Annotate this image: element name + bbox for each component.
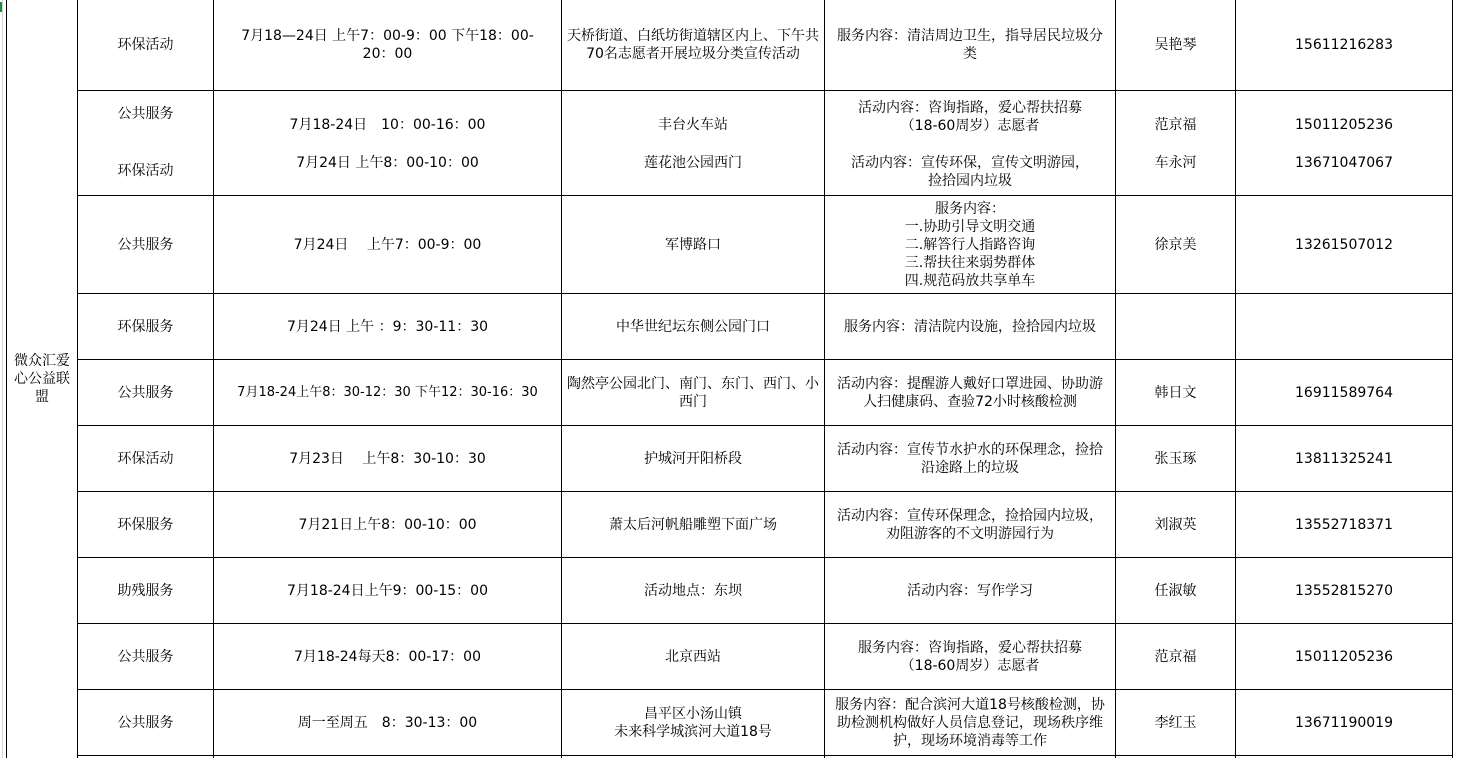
place-line: 昌平区小汤山镇 [644,705,742,722]
cell-text: 公共服务 [117,384,174,401]
table-cell-phone[interactable] [1236,426,1452,491]
cell-text: 护城河开阳桥段 [644,450,742,467]
cell-text: 徐京美 [1154,236,1197,253]
cell-text: 7月18-24日上午9：00-15：00 [287,582,488,599]
cell-text: 13671190019 [1295,714,1393,731]
table-cell-time[interactable] [214,690,561,755]
table-cell-type[interactable] [78,624,213,689]
cell-text: 活动内容：宣传节水护水的环保理念，捡拾沿途路上的垃圾 [837,441,1103,476]
cell-text: 7月24日 上午8：00-10：00 [296,155,479,171]
table-cell-type[interactable] [78,558,213,623]
table-cell-type[interactable] [78,294,213,359]
table-cell-type[interactable] [78,0,213,90]
grid-edge-line [2,0,3,758]
cell-text: 公共服务 [117,714,174,731]
content-line: 四.规范码放共享单车 [904,272,1036,289]
table-cell-place[interactable] [562,624,824,689]
table-cell-content[interactable] [825,558,1115,623]
cell-text: 天桥街道、白纸坊街道辖区内上、下午共70名志愿者开展垃圾分类宣传活动 [567,28,819,62]
table-cell-phone[interactable] [1236,690,1452,755]
content-line: 服务内容： [935,200,1005,217]
table-cell-contact[interactable] [1116,492,1235,557]
table-cell-phone[interactable] [1236,624,1452,689]
cell-text: 环保服务 [117,318,174,335]
table-cell-content[interactable] [825,95,1115,139]
cell-text: 16911589764 [1295,384,1393,401]
table-cell-place[interactable] [562,111,824,139]
table-cell-phone[interactable] [1236,294,1452,359]
cell-text: 环保服务 [117,516,174,533]
cell-text: 13552718371 [1295,516,1393,533]
table-cell-phone[interactable] [1236,111,1452,139]
cell-text: 韩日文 [1154,384,1197,401]
table-cell-content[interactable] [825,492,1115,557]
cell-text: 服务内容：配合滨河大道18号核酸检测，协助检测机构做好人员信息登记，现场秩序维护，现场环境消毒等工作 [835,696,1105,749]
table-cell-contact[interactable] [1116,690,1235,755]
content-line: 三.帮扶往来弱势群体 [904,254,1036,271]
table-cell-type[interactable] [78,157,213,185]
cell-text: 活动地点：东坝 [644,582,742,599]
cell-text: 公共服务 [117,236,174,253]
cell-text: 助残服务 [117,582,174,599]
table-cell-time[interactable] [214,111,561,139]
cell-text: 15011205236 [1295,648,1393,665]
cell-text: 7月21日上午8：00-10：00 [298,516,477,533]
table-cell-place[interactable] [562,149,824,177]
cell-text: 车永河 [1154,155,1197,171]
cell-text: 军博路口 [665,236,721,253]
table-cell-place[interactable] [562,360,824,425]
table-cell-type[interactable] [78,690,213,755]
cell-text: 13552815270 [1295,582,1393,599]
cell-text: 7月23日 上午8：30-10：30 [289,450,486,467]
cell-text: 13811325241 [1295,450,1393,467]
cell-text: 环保活动 [117,163,174,179]
cell-text: 服务内容：咨询指路，爱心帮扶招募（18-60周岁）志愿者 [858,639,1082,674]
table-cell-phone[interactable] [1236,149,1452,177]
table-cell-time[interactable] [214,0,561,90]
row-border [77,90,1453,91]
cell-text: 周一至周五 8：30-13：00 [297,714,478,731]
cell-text: 7月24日 上午7：00-9：00 [293,236,482,253]
table-cell-time[interactable] [214,294,561,359]
table-cell-content[interactable] [825,360,1115,425]
table-cell-phone[interactable] [1236,492,1452,557]
table-cell-place[interactable] [562,0,824,90]
cell-text: 吴艳琴 [1154,37,1197,53]
cell-text: 13671047067 [1295,155,1393,171]
table-cell-content[interactable] [825,624,1115,689]
table-cell-contact[interactable] [1116,294,1235,359]
table-cell-time[interactable] [214,149,561,177]
fill-handle-mark [0,2,2,12]
table-cell-time[interactable] [214,196,561,293]
cell-text: 刘淑英 [1154,516,1197,533]
cell-text: 范京福 [1154,648,1197,665]
table-cell-contact[interactable] [1116,111,1235,139]
cell-text: 7月18—24日 上午7：00-9：00 下午18：00-20：00 [241,28,534,62]
cell-text: 公共服务 [117,106,174,122]
cell-text: 7月18-24日 10：00-16：00 [289,117,486,133]
table-cell-type[interactable] [78,100,213,128]
cell-text: 服务内容：清洁周边卫生，指导居民垃圾分类 [837,28,1103,62]
cell-text: 公共服务 [117,648,174,665]
table-cell-content[interactable] [825,151,1115,193]
organization-cell[interactable] [7,0,77,758]
table-cell-place[interactable] [562,690,824,755]
cell-text: 任淑敏 [1154,582,1197,599]
table-cell-place[interactable] [562,294,824,359]
table-cell-phone[interactable] [1236,196,1452,293]
cell-text: 北京西站 [665,648,721,665]
table-cell-contact[interactable] [1116,360,1235,425]
cell-text: 活动内容：写作学习 [907,582,1033,599]
table-cell-contact[interactable] [1116,196,1235,293]
table-cell-contact[interactable] [1116,624,1235,689]
content-line: 二.解答行人指路咨询 [904,236,1036,253]
table-cell-type[interactable] [78,360,213,425]
row-border [77,755,1453,756]
cell-text: 7月18-24上午8：30-12：30 下午12：30-16：30 [237,384,538,400]
col-border [1452,0,1453,758]
cell-text: 陶然亭公园北门、南门、东门、西门、小西门 [567,375,819,410]
cell-text: 活动内容：宣传环保理念，捡拾园内垃圾，劝阻游客的不文明游园行为 [837,507,1103,542]
cell-text: 张玉琢 [1154,450,1197,467]
cell-text: 服务内容：清洁院内设施，捡拾园内垃圾 [844,318,1096,335]
table-cell-contact[interactable] [1116,149,1235,177]
cell-text: 中华世纪坛东侧公园门口 [616,318,770,335]
table-cell-content[interactable] [825,294,1115,359]
table-cell-contact[interactable] [1116,0,1235,90]
place-line: 未来科学城滨河大道18号 [614,723,772,740]
table-cell-contact[interactable] [1116,558,1235,623]
table-cell-time[interactable] [214,624,561,689]
cell-text: 环保活动 [117,450,174,467]
table-cell-type[interactable] [78,492,213,557]
cell-text: 萧太后河帆船雕塑下面广场 [609,516,777,533]
cell-text: 环保活动 [117,37,174,53]
table-cell-phone[interactable] [1236,0,1452,90]
table-cell-content[interactable] [825,0,1115,90]
cell-text: 莲花池公园西门 [644,155,742,171]
cell-text: 活动内容：宣传环保，宣传文明游园，捡拾园内垃圾 [851,155,1089,189]
content-line: 一.协助引导文明交通 [904,218,1036,235]
cell-text: 活动内容：咨询指路，爱心帮扶招募（18-60周岁）志愿者 [858,100,1082,134]
cell-text: 范京福 [1154,117,1197,133]
table-cell-place[interactable] [562,492,824,557]
table-cell-place[interactable] [562,558,824,623]
table-cell-time[interactable] [214,558,561,623]
cell-text: 13261507012 [1295,236,1393,253]
cell-text: 活动内容：提醒游人戴好口罩进园、协助游人扫健康码、查验72小时核酸检测 [837,375,1103,410]
table-cell-content[interactable] [825,690,1115,755]
table-cell-time[interactable] [214,492,561,557]
table-cell-content[interactable] [825,196,1115,293]
table-cell-type[interactable] [78,196,213,293]
cell-text: 15611216283 [1295,37,1393,53]
table-cell-contact[interactable] [1116,426,1235,491]
table-cell-phone[interactable] [1236,558,1452,623]
table-cell-time[interactable] [214,360,561,425]
table-cell-content[interactable] [825,426,1115,491]
cell-text: 7月24日 上午 ：9：30-11：30 [286,318,489,335]
table-cell-type[interactable] [78,426,213,491]
cell-text: 李红玉 [1154,714,1197,731]
cell-text: 丰台火车站 [658,117,728,133]
organization-name: 微众汇爱心公益联盟 [14,353,70,405]
table-cell-place[interactable] [562,426,824,491]
table-cell-time[interactable] [214,426,561,491]
cell-text: 7月18-24每天8：00-17：00 [294,648,481,665]
table-cell-phone[interactable] [1236,360,1452,425]
cell-text: 15011205236 [1295,117,1393,133]
table-cell-place[interactable] [562,196,824,293]
